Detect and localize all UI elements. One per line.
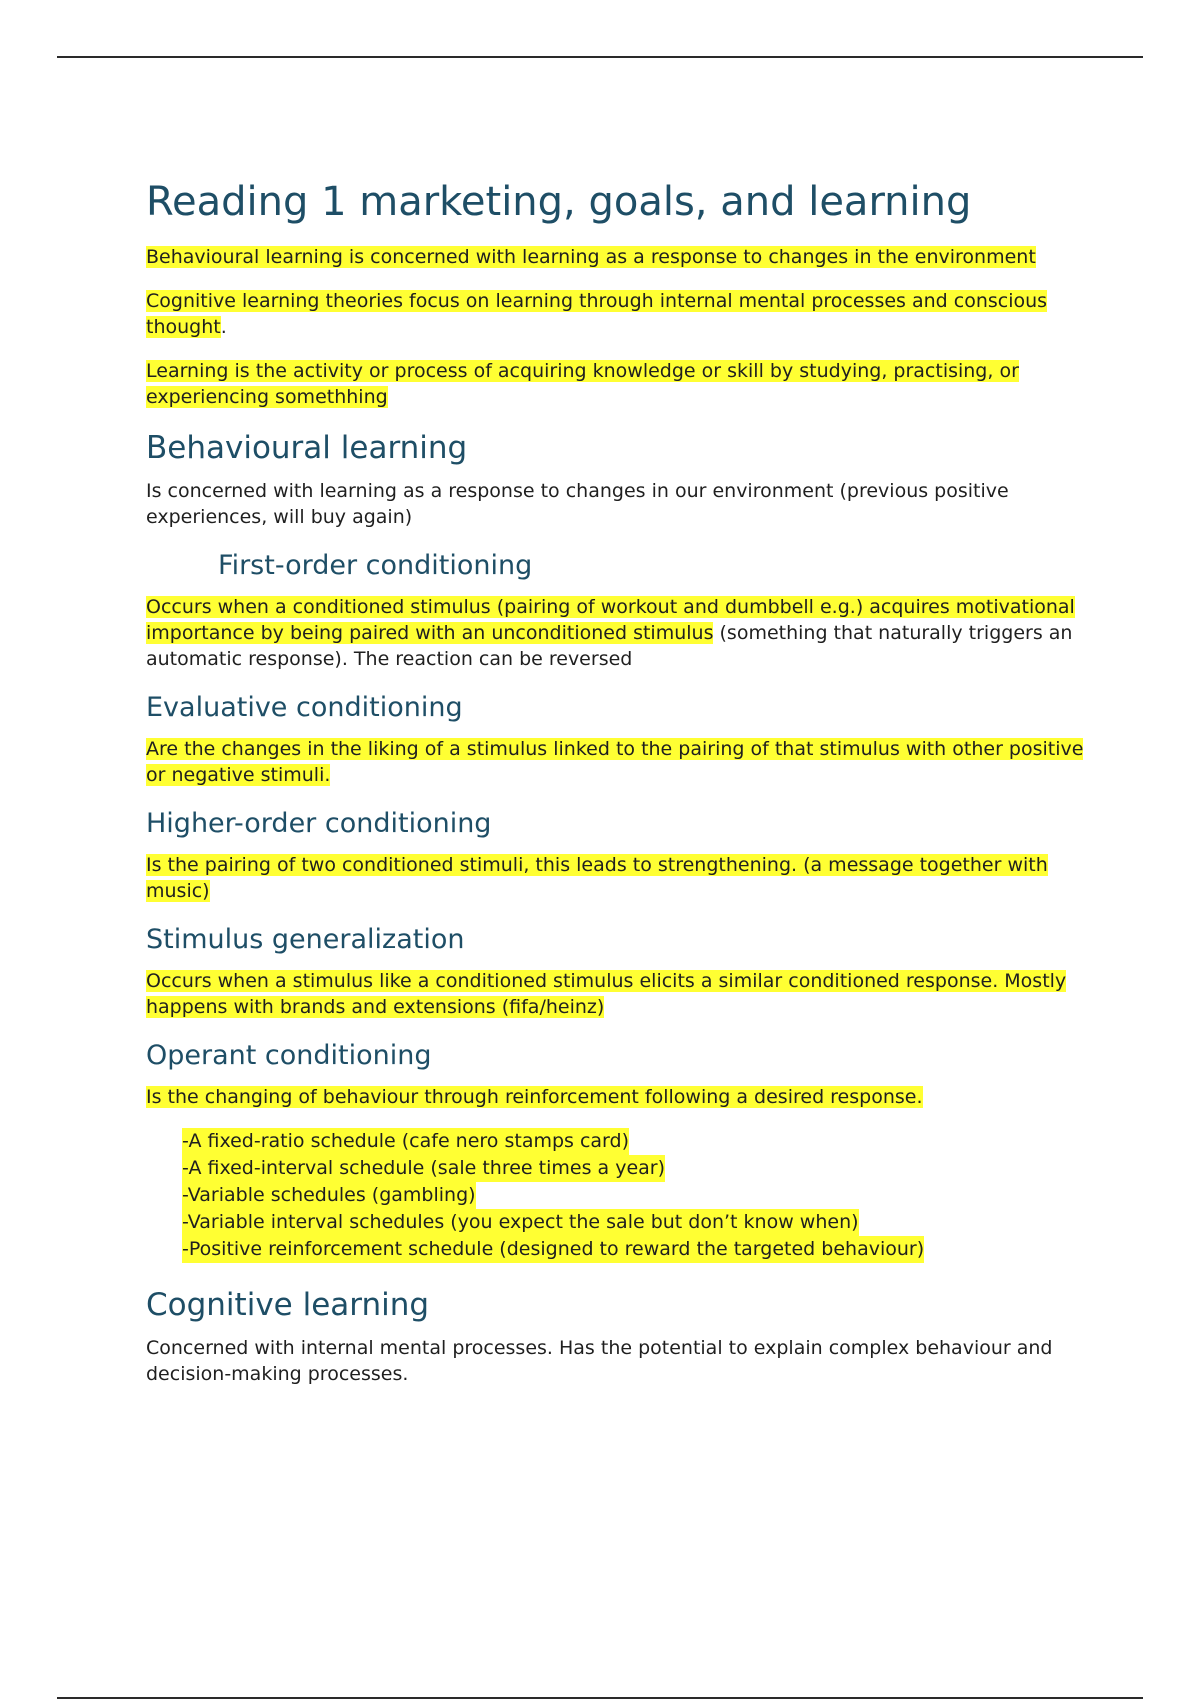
- heading-higher-order-conditioning: Higher-order conditioning: [146, 808, 492, 839]
- bullet-dash: -: [182, 1211, 188, 1233]
- list-item-label: Variable schedules (gambling): [187, 1184, 476, 1206]
- behavioural-learning-text: Is concerned with learning as a response to changes in our environment (previous positive experiences, will buy again): [146, 480, 1009, 528]
- list-item-text: [182, 1209, 859, 1236]
- bullet-dash: -: [182, 1238, 189, 1260]
- operant-text: [146, 1084, 1086, 1110]
- list-item: [182, 1209, 1086, 1236]
- list-item-text: [182, 1182, 476, 1209]
- page-title: Reading 1 marketing, goals, and learning: [146, 179, 972, 225]
- heading-first-order-conditioning: First-order conditioning: [218, 550, 533, 581]
- list-item-label: Variable interval schedules (you expect the sale but don’t know when): [187, 1211, 859, 1233]
- operant-schedule-list: [146, 1128, 1086, 1263]
- bottom-rule: [57, 1697, 1143, 1699]
- highlighted-text: Are the changes in the liking of a stimulus linked to the pairing of that stimulus with other positive or negative stimuli.: [146, 738, 1084, 786]
- heading-cognitive-learning: Cognitive learning: [146, 1287, 430, 1323]
- top-rule: [57, 56, 1143, 58]
- highlighted-text: Learning is the activity or process of acquiring knowledge or skill by studying, practising, or experiencing somethhing: [146, 360, 1019, 408]
- plain-text: (something that naturally triggers an automatic response). The reaction can be reversed: [146, 622, 1073, 670]
- highlighted-text: Occurs when a stimulus like a conditioned stimulus elicits a similar conditioned response. Mostly happens with brands and extensions (fifa/heinz): [146, 970, 1067, 1018]
- intro-paragraph-3: [146, 358, 1086, 410]
- bullet-dash: -: [182, 1130, 189, 1152]
- highlighted-text: Is the changing of behaviour through reinforcement following a desired response.: [146, 1086, 923, 1108]
- highlighted-text: Behavioural learning is concerned with learning as a response to changes in the environment: [146, 246, 1036, 268]
- higher-order-text: [146, 852, 1086, 904]
- list-item: [182, 1128, 1086, 1155]
- intro-paragraph-1: [146, 244, 1086, 270]
- paragraph-tail: .: [220, 316, 227, 338]
- heading-behavioural-learning: Behavioural learning: [146, 430, 468, 466]
- list-item-label: A fixed-interval schedule (sale three times a year): [188, 1157, 666, 1179]
- evaluative-text: [146, 736, 1086, 788]
- bullet-dash: -: [182, 1157, 189, 1179]
- highlighted-text: Is the pairing of two conditioned stimuli, this leads to strengthening. (a message together with music): [146, 854, 1048, 902]
- generalization-text: [146, 968, 1086, 1020]
- list-item: [182, 1155, 1086, 1182]
- highlighted-text: Cognitive learning theories focus on learning through internal mental processes and conscious thought: [146, 290, 1048, 338]
- list-item: [182, 1236, 1086, 1263]
- list-item-label: Positive reinforcement schedule (designed to reward the targeted behaviour): [188, 1238, 925, 1260]
- list-item-text: [182, 1236, 924, 1263]
- heading-evaluative-conditioning: Evaluative conditioning: [146, 692, 463, 723]
- cognitive-learning-text: Concerned with internal mental processes. Has the potential to explain complex behaviour and decision-making processes.: [146, 1337, 1053, 1385]
- list-item: [182, 1182, 1086, 1209]
- heading-operant-conditioning: Operant conditioning: [146, 1040, 432, 1071]
- highlighted-text: Occurs when a conditioned stimulus (pairing of workout and dumbbell e.g.) acquires motivational importance by being paired with an unconditioned stimulus: [146, 596, 1075, 644]
- list-item-label: A fixed-ratio schedule (cafe nero stamps card): [188, 1130, 630, 1152]
- list-item-text: [182, 1155, 665, 1182]
- heading-stimulus-generalization: Stimulus generalization: [146, 924, 465, 955]
- bullet-dash: -: [182, 1184, 188, 1206]
- document-body: [146, 176, 1086, 1405]
- first-order-text: [146, 594, 1086, 672]
- list-item-text: [182, 1128, 629, 1155]
- intro-paragraph-2: [146, 288, 1086, 340]
